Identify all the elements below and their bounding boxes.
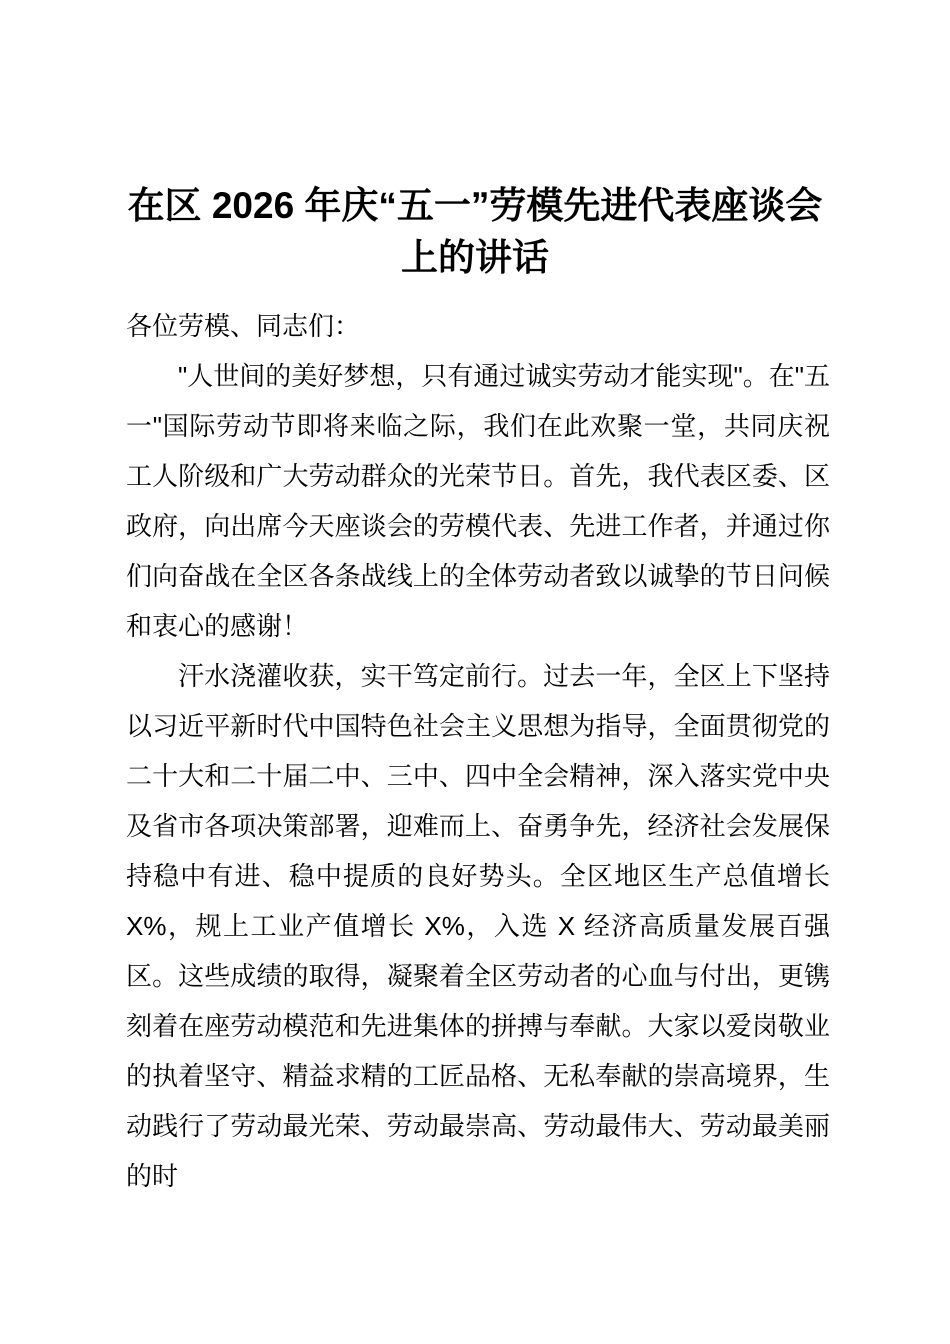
paragraph-2: 汗水浇灌收获，实干笃定前行。过去一年，全区上下坚持以习近平新时代中国特色社会主义思想为指导，全面贯彻党的二十大和二十届二中、三中、四中全会精神，深入落实党中央及省市各项决策部署，迎难而上、奋勇争先，经济社会发展保持稳中有进、稳中提质的良好势头。全区地区生产总值增长 X%，规上工业产值增长 X%，入选 X 经济高质量发展百强区。这些成绩的取得，凝聚着全区劳动者的心血与付出，更镌刻着在座劳动模范和先进集体的拼搏与奉献。大家以爱岗敬业的执着坚守、精益求精的工匠品格、无私奉献的崇高境界，生动践行了劳动最光荣、劳动最崇高、劳动最伟大、劳动最美丽的时 — [126, 661, 830, 1191]
paragraph-1: "人世间的美好梦想，只有通过诚实劳动才能实现"。在"五一"国际劳动节即将来临之际，我们在此欢聚一堂，共同庆祝工人阶级和广大劳动群众的光荣节日。首先，我代表区委、区政府，向出席今天座谈会的劳模代表、先进工作者，并通过你们向奋战在全区各条战线上的全体劳动者致以诚挚的节日问候和衷心的感谢！ — [126, 361, 830, 641]
page-title: 在区 2026 年庆“五一”劳模先进代表座谈会上的讲话 — [127, 185, 823, 278]
document-body — [126, 301, 830, 1201]
salutation: 各位劳模、同志们： — [126, 311, 361, 341]
